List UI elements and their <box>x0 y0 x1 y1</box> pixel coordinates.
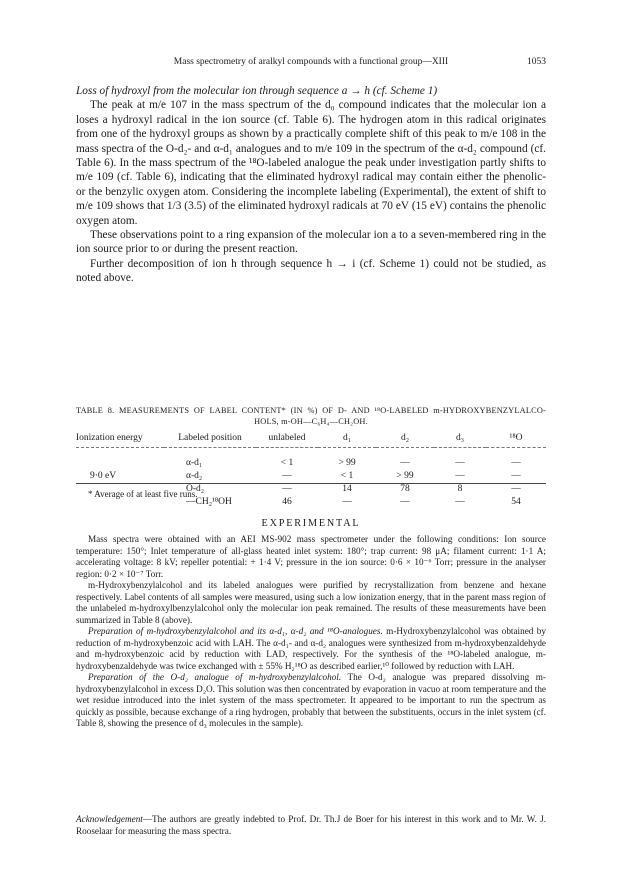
acknowledgement-label: Acknowledgement <box>76 814 143 824</box>
paragraph-heading: Preparation of m-hydroxybenzylalcohol and its α-d₁, α-d₂ and ¹⁸O-analogues. <box>88 626 383 636</box>
table-row <box>76 469 546 482</box>
table-cell: 54 <box>511 496 521 507</box>
table-footnote: * Average of at least five runs. <box>88 489 198 499</box>
acknowledgement-text: —The authors are greatly indebted to Prof. Dr. Th.J de Boer for his interest in this work and to Mr. W. J. Rooselaar for measuring the mass spectra. <box>76 814 546 836</box>
paragraph <box>76 626 546 672</box>
paragraph-heading: Preparation of the O-d₂ analogue of m-hydroxybenzylalcohol. <box>88 672 342 682</box>
table-cell: — <box>400 457 410 468</box>
label-content-table <box>76 432 546 516</box>
table-cell: > 99 <box>396 470 414 481</box>
running-title: Mass spectrometry of aralkyl compounds with a functional group—XIII <box>173 57 449 67</box>
table-cell: — <box>511 470 521 481</box>
table-cell: — <box>282 483 292 494</box>
table-cell: < 1 <box>280 457 294 468</box>
table-row <box>76 448 546 470</box>
table-cell: < 1 <box>340 470 354 481</box>
paragraph: Mass spectra were obtained with an AEI MS-902 mass spectrometer under the following conditions: Ion source temperature: 150°; Inlet temperature of all-glass heated inlet system: 180°; trap current: 98 μA; filament current: 1·1 A; accelerating voltage: 8 kV; repeller potential: + 1·4 V; pressure in the ion source: 0·6 × 10⁻⁶ Torr; pressure in the analyser region: 0·2 × 10⁻⁷ Torr. <box>76 534 546 579</box>
paragraph: m-Hydroxybenzylalcohol and its labeled analogues were purified by recrystallization from benzene and hexane respectively. Label contents of all samples were measured, using such a low ionization energy, that in the parent mass region of the unlabeled m-hydroxylbenzylalcohol only the molecular ion peak remained. The results of these measurements have been summarized in Table 8 (above). <box>76 580 546 625</box>
table-cell: — <box>455 496 465 507</box>
table-cell: 8 <box>457 483 463 494</box>
experimental-section <box>76 534 546 730</box>
column-header: Ionization energy <box>76 432 164 448</box>
column-header: d₁ <box>318 432 376 448</box>
table-caption-line: TABLE 8. MEASUREMENTS OF LABEL CONTENT* (IN %) OF D- AND ¹⁸O-LABELED m-HYDROXYBENZYLALCO- <box>76 406 546 415</box>
table-header-row <box>76 432 546 448</box>
table-cell: — <box>511 483 521 494</box>
column-header: Labeled position <box>164 432 256 448</box>
table-caption-line: HOLS, m-OH—C₆H₄—CH₂OH. <box>254 417 368 426</box>
acknowledgement <box>76 814 546 837</box>
table-cell: — <box>282 470 292 481</box>
paragraph: Further decomposition of ion h through sequence h → i (cf. Scheme 1) could not be studied, as noted above. <box>76 257 546 285</box>
table-cell: α-d₂ <box>186 470 203 481</box>
table-cell: — <box>455 470 465 481</box>
table-cell: 78 <box>400 483 410 494</box>
table-caption <box>76 405 546 427</box>
intro-section <box>76 84 546 286</box>
table-cell: α-d₁ <box>186 457 203 468</box>
experimental-heading: EXPERIMENTAL <box>261 518 361 529</box>
table-cell: — <box>511 457 521 468</box>
running-header <box>76 57 546 71</box>
paragraph: The peak at m/e 107 in the mass spectrum of the d₀ compound indicates that the molecular ion a loses a hydroxyl radical in the ion source (cf. Table 6). The hydrogen atom in this radical originates from one of the hydroxyl groups as shown by a practically complete shift of this peak to m/e 108 in the mass spectra of the O-d₂- and α-d₁ analogues and to m/e 109 in the spectrum of the α-d₂ compound (cf. Table 6). In the mass spectrum of the ¹⁸O-labeled analogue the peak under investigation partly shifts to m/e 109 (cf. Table 6), indicating that the eliminated hydroxyl radical may contain either the phenolic- or the benzylic oxygen atom. Considering the incomplete labeling (Experimental), the extent of shift to m/e 109 shows that 1/3 (3.5) of the eliminated hydroxyl radicals at 70 eV (15 eV) contains the phenolic oxygen atom. <box>76 99 546 227</box>
table-bottom-rule <box>76 483 546 484</box>
table-cell <box>76 448 164 470</box>
column-header: d₃ <box>434 432 486 448</box>
page-number: 1053 <box>527 57 546 67</box>
table-cell: —CH₂¹⁸OH <box>186 496 232 507</box>
table-cell: O-d₂ <box>186 483 205 494</box>
table-cell: — <box>400 496 410 507</box>
table-cell: > 99 <box>338 457 356 468</box>
paragraph: These observations point to a ring expansion of the molecular ion a to a seven-membered ring in the ion source prior to or during the present reaction. <box>76 229 546 256</box>
table-cell: 14 <box>342 483 352 494</box>
table-cell: 46 <box>282 496 292 507</box>
column-header: d₂ <box>376 432 434 448</box>
table-cell: — <box>342 496 352 507</box>
section-heading: Loss of hydroxyl from the molecular ion through sequence a → h (cf. Scheme 1) <box>76 85 438 97</box>
table-cell: — <box>455 457 465 468</box>
column-header: unlabeled <box>256 432 318 448</box>
column-header: ¹⁸O <box>486 432 546 448</box>
table-cell: 9·0 eV <box>90 470 117 481</box>
paragraph-body: m-Hydroxybenzylalcohol was obtained by reduction of m-hydroxybenzoic acid with LAH. The α-d₁- and α-d₂ analogues were synthesized from m-hydroxybenzaldehyde and m-hydroxybenzoic acid by reduction with LAD, respectively. For the synthesis of the ¹⁸O-labeled analogue, m-hydroxybenzaldehyde was twice exchanged with ± 55% H₂¹⁸O as described earlier,¹⁰ followed by reduction with LAH. <box>76 626 546 671</box>
paragraph <box>76 672 546 730</box>
paragraph-body: The O-d₂ analogue was prepared dissolving m-hydroxybenzylalcohol in excess D₂O. This solution was then concentrated by evaporation in vacuo at room temperature and the wet residue introduced into the inlet system of the mass spectrometer. It appeared to be important to run the spectrum as quickly as possible, because exchange of a ring hydrogen, probably that between the substituents, occurs in the inlet system (cf. Table 8, showing the presence of d₃ molecules in the sample). <box>76 672 546 728</box>
